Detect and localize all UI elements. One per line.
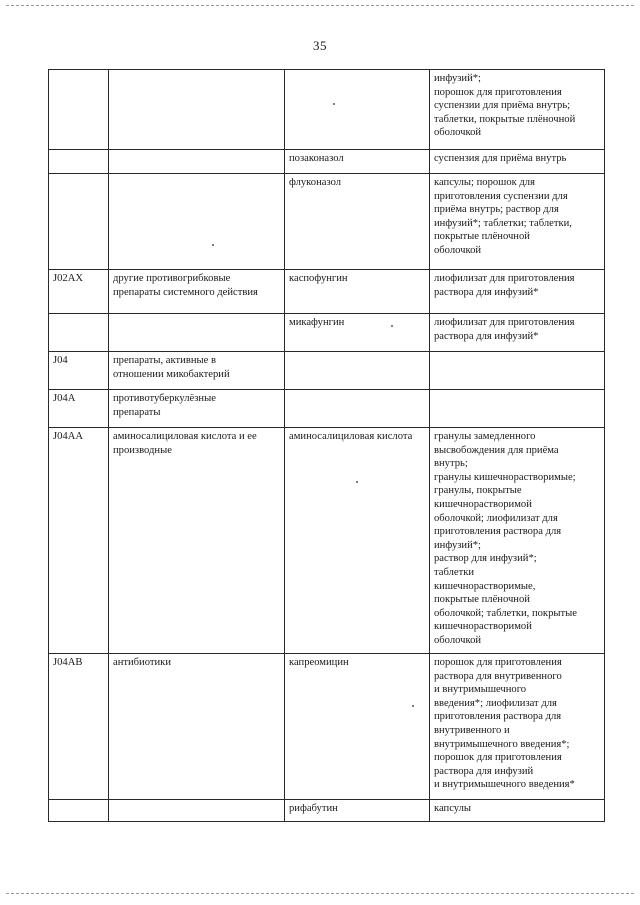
- scan-top-edge: [6, 5, 634, 6]
- cell-text-line: инфузий*;: [434, 73, 481, 84]
- cell-text-line: внутривенного и: [434, 724, 510, 736]
- drug-name-cell: [285, 174, 430, 270]
- cell-text-line: противотуберкулёзные: [113, 393, 216, 404]
- table-row: [49, 70, 605, 150]
- atc-group-cell: [109, 390, 285, 428]
- atc-group-cell: [109, 800, 285, 822]
- cell-text: капреомицин: [289, 657, 349, 668]
- table-row: [49, 314, 605, 352]
- scan-speck: [391, 325, 393, 327]
- drug-name-cell: [285, 314, 430, 352]
- drug-name-cell: [285, 150, 430, 174]
- cell-text-line: оболочкой: [434, 634, 482, 646]
- scan-speck: [356, 481, 358, 483]
- cell-text-line: инфузий*;: [434, 539, 481, 551]
- atc-code-cell: [49, 390, 109, 428]
- atc-code-cell: [49, 270, 109, 314]
- dosage-form-cell: [430, 150, 605, 174]
- cell-text-line: суспензия для приёма внутрь: [434, 153, 567, 164]
- atc-code-cell: [49, 174, 109, 270]
- cell-text-line: капсулы: [434, 803, 472, 814]
- atc-code-cell: [49, 654, 109, 800]
- page-number: 35: [313, 38, 327, 53]
- cell-text-line: приготовления раствора для: [434, 526, 562, 538]
- cell-text-line: суспензии для приёма внутрь;: [434, 100, 571, 112]
- drug-name-cell: [285, 352, 430, 390]
- cell-text-line: раствор для инфузий*;: [434, 553, 537, 565]
- scan-speck: [333, 103, 335, 105]
- cell-text: J04: [53, 355, 68, 366]
- drug-name-cell: [285, 70, 430, 150]
- cell-text-line: гранулы кишечнорастворимые;: [434, 471, 576, 483]
- cell-text-line: оболочкой; таблетки, покрытые: [434, 607, 577, 619]
- dosage-form-cell: [430, 352, 605, 390]
- drug-name-cell: [285, 270, 430, 314]
- dosage-form-cell: [430, 390, 605, 428]
- cell-text-line: кишечнорастворимой: [434, 621, 532, 633]
- cell-text: J02AX: [53, 273, 84, 284]
- atc-group-cell: [109, 352, 285, 390]
- atc-group-cell: [109, 428, 285, 654]
- cell-text-line: гранулы замедленного: [434, 431, 536, 442]
- cell-text-line: антибиотики: [113, 657, 172, 668]
- cell-text-line: аминосалициловая кислота и ее: [113, 431, 257, 442]
- cell-text-line: производные: [113, 444, 172, 456]
- cell-text-line: высвобождения для приёма: [434, 444, 559, 456]
- cell-text-line: приготовления суспензии для: [434, 190, 568, 202]
- cell-text-line: таблетки, покрытые плёночной: [434, 113, 576, 125]
- dosage-form-cell: [430, 800, 605, 822]
- cell-text-line: и внутримышечного введения*: [434, 779, 575, 791]
- dosage-form-cell: [430, 174, 605, 270]
- cell-text-line: порошок для приготовления: [434, 86, 562, 98]
- table-row: [49, 654, 605, 800]
- cell-text: J04AA: [53, 431, 84, 442]
- cell-text-line: приготовления раствора для: [434, 711, 562, 723]
- dosage-form-cell: [430, 314, 605, 352]
- table-row: [49, 174, 605, 270]
- cell-text-line: отношении микобактерий: [113, 368, 230, 380]
- cell-text-line: порошок для приготовления: [434, 657, 562, 668]
- cell-text-line: раствора для внутривенного: [434, 670, 562, 682]
- cell-text-line: препараты системного действия: [113, 286, 258, 298]
- cell-text-line: порошок для приготовления: [434, 752, 562, 764]
- table-row: [49, 428, 605, 654]
- table-row: [49, 390, 605, 428]
- cell-text: J04AB: [53, 657, 83, 668]
- cell-text-line: покрытые плёночной: [434, 231, 530, 243]
- atc-group-cell: [109, 654, 285, 800]
- cell-text-line: лиофилизат для приготовления: [434, 273, 575, 284]
- cell-text-line: капсулы; порошок для: [434, 177, 535, 188]
- cell-text-line: таблетки: [434, 566, 475, 578]
- cell-text-line: оболочкой: [434, 244, 482, 256]
- table-row: [49, 270, 605, 314]
- cell-text: каспофунгин: [289, 273, 348, 284]
- atc-group-cell: [109, 174, 285, 270]
- cell-text: рифабутин: [289, 803, 338, 814]
- atc-group-cell: [109, 270, 285, 314]
- table-row: [49, 352, 605, 390]
- atc-code-cell: [49, 150, 109, 174]
- cell-text-line: внутрь;: [434, 458, 468, 470]
- drug-name-cell: [285, 390, 430, 428]
- atc-code-cell: [49, 352, 109, 390]
- drug-name-cell: [285, 654, 430, 800]
- table-row: [49, 800, 605, 822]
- cell-text-line: другие противогрибковые: [113, 273, 231, 284]
- cell-text-line: гранулы, покрытые: [434, 485, 522, 497]
- cell-text-line: внутримышечного введения*;: [434, 738, 570, 750]
- table-row: [49, 150, 605, 174]
- atc-code-cell: [49, 314, 109, 352]
- cell-text-line: покрытые плёночной: [434, 594, 530, 606]
- table-body: [49, 70, 605, 822]
- cell-text-line: оболочкой; лиофилизат для: [434, 512, 558, 524]
- scan-bottom-edge: [6, 893, 634, 894]
- cell-text-line: приёма внутрь; раствор для: [434, 204, 559, 216]
- cell-text-line: раствора для инфузий: [434, 765, 534, 777]
- dosage-form-cell: [430, 428, 605, 654]
- cell-text-line: кишечнорастворимой: [434, 498, 532, 510]
- cell-text: аминосалициловая кислота: [289, 431, 413, 442]
- atc-group-cell: [109, 150, 285, 174]
- cell-text-line: раствора для инфузий*: [434, 286, 539, 298]
- drug-name-cell: [285, 428, 430, 654]
- cell-text-line: препараты, активные в: [113, 355, 216, 366]
- cell-text: J04A: [53, 393, 76, 404]
- cell-text-line: инфузий*; таблетки; таблетки,: [434, 217, 572, 229]
- atc-code-cell: [49, 70, 109, 150]
- dosage-form-cell: [430, 654, 605, 800]
- atc-group-cell: [109, 70, 285, 150]
- cell-text: позаконазол: [289, 153, 344, 164]
- cell-text-line: оболочкой: [434, 127, 482, 139]
- cell-text-line: препараты: [113, 406, 161, 418]
- cell-text: микафунгин: [289, 317, 345, 328]
- atc-code-cell: [49, 428, 109, 654]
- cell-text-line: и внутримышечного: [434, 684, 527, 696]
- cell-text-line: кишечнорастворимые,: [434, 580, 536, 592]
- drug-name-cell: [285, 800, 430, 822]
- cell-text-line: введения*; лиофилизат для: [434, 697, 557, 709]
- dosage-form-cell: [430, 70, 605, 150]
- scan-speck: [212, 244, 214, 246]
- cell-text-line: лиофилизат для приготовления: [434, 317, 575, 328]
- cell-text: флуконазол: [289, 177, 342, 188]
- atc-code-cell: [49, 800, 109, 822]
- scan-speck: [412, 705, 414, 707]
- drug-table: [48, 69, 605, 822]
- cell-text-line: раствора для инфузий*: [434, 330, 539, 342]
- atc-group-cell: [109, 314, 285, 352]
- dosage-form-cell: [430, 270, 605, 314]
